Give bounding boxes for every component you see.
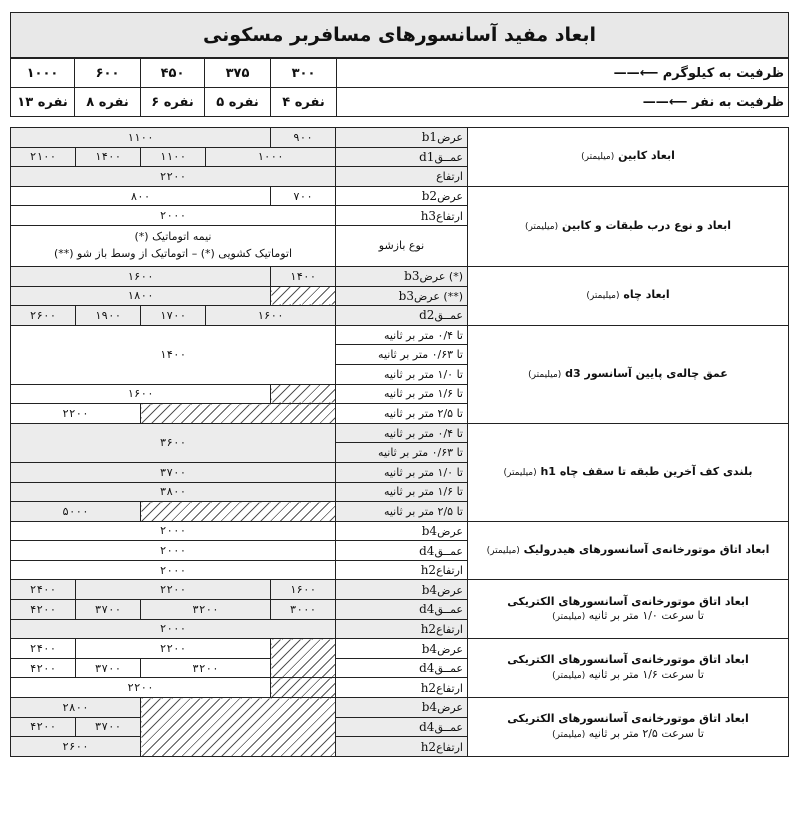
head-row-1 <box>11 423 789 443</box>
persons-13: ۱۳ نفره <box>11 88 75 117</box>
e1-depth-3000: ۳۰۰۰ <box>271 600 336 620</box>
hyd-width-value: ۲۰۰۰ <box>11 521 336 541</box>
hatched-cell <box>271 286 336 306</box>
cabin-depth-2100: ۲۱۰۰ <box>11 147 76 167</box>
e1-section-title: ابعاد اتاق موتورخانه‌ی آسانسورهای الکتریکی تا سرعت ۱/۰ متر بر ثانیه (میلیمتر) <box>468 580 789 639</box>
e2-height-label: ارتفاعh2 <box>336 678 468 698</box>
persons-8: ۸ نفره <box>75 88 141 117</box>
e1-width-row <box>11 580 789 600</box>
e1-width-2200: ۲۲۰۰ <box>76 580 271 600</box>
e2-width-2200: ۲۲۰۰ <box>76 639 271 659</box>
arrow-left-icon: ⟵—— <box>613 65 659 81</box>
kg-600: ۶۰۰ <box>75 59 141 88</box>
e3-depth-3700: ۳۷۰۰ <box>76 717 141 737</box>
pit-section-title: عمق چاله‌ی پایین آسانسور d3 (میلیمتر) <box>468 325 789 423</box>
head-section-title: بلندی کف آخرین طبقه تا سقف چاه h1 (میلیمتر) <box>468 423 789 521</box>
pit-value-2200: ۲۲۰۰ <box>11 404 141 424</box>
cabin-section-title: ابعاد کابین (میلیمتر) <box>468 128 789 187</box>
head-speed-3: تا ۱/۰ متر بر ثانیه <box>336 462 468 482</box>
hyd-depth-label: عمــقd4 <box>336 541 468 561</box>
persons-5: ۵ نفره <box>205 88 271 117</box>
e2-section-title: ابعاد اتاق موتورخانه‌ی آسانسورهای الکتریکی تا سرعت ۱/۶ متر بر ثانیه (میلیمتر) <box>468 639 789 698</box>
cabin-height-value: ۲۲۰۰ <box>11 167 336 187</box>
pit-speed-2: تا ۰/۶۳ متر بر ثانیه <box>336 345 468 365</box>
pit-value-1400: ۱۴۰۰ <box>11 325 336 384</box>
e3-height-label: ارتفاعh2 <box>336 737 468 757</box>
shaft-depth-1600: ۱۶۰۰ <box>206 306 336 326</box>
cabin-width-row <box>11 128 789 148</box>
door-height-value: ۲۰۰۰ <box>11 206 336 226</box>
cabin-depth-label: عمــقd1 <box>336 147 468 167</box>
door-width-800: ۸۰۰ <box>11 186 271 206</box>
e1-height-label: ارتفاعh2 <box>336 619 468 639</box>
shaft-depth-label: عمــقd2 <box>336 306 468 326</box>
door-type-note: نیمه اتوماتیک (*) اتوماتیک کشویی (*) – اتوماتیک از وسط باز شو (**) <box>11 225 336 266</box>
e2-depth-4200: ۴۲۰۰ <box>11 658 76 678</box>
door-width-label: عرضb2 <box>336 186 468 206</box>
hyd-width-row <box>11 521 789 541</box>
shaft-width1-label: (*) عرضb3 <box>336 266 468 286</box>
hatched-cell <box>271 639 336 678</box>
e2-height-value: ۲۲۰۰ <box>11 678 271 698</box>
e1-width-2400: ۲۴۰۰ <box>11 580 76 600</box>
shaft-width-1600: ۱۶۰۰ <box>11 266 271 286</box>
kg-1000: ۱۰۰۰ <box>11 59 75 88</box>
person-label: ظرفیت به نفر ⟵—— <box>337 88 789 117</box>
e2-depth-3700: ۳۷۰۰ <box>76 658 141 678</box>
e1-depth-3700: ۳۷۰۰ <box>76 600 141 620</box>
shaft-depth-1900: ۱۹۰۰ <box>76 306 141 326</box>
e1-width-label: عرضb4 <box>336 580 468 600</box>
shaft-width2-label: (**) عرضb3 <box>336 286 468 306</box>
head-value-3600: ۳۶۰۰ <box>11 423 336 462</box>
hatched-cell <box>141 502 336 522</box>
e1-depth-label: عمــقd4 <box>336 600 468 620</box>
e2-depth-3200: ۳۲۰۰ <box>141 658 271 678</box>
e1-height-value: ۲۰۰۰ <box>11 619 336 639</box>
cabin-depth-1400: ۱۴۰۰ <box>76 147 141 167</box>
shaft-section-title: ابعاد چاه (میلیمتر) <box>468 266 789 325</box>
pit-speed-4: تا ۱/۶ متر بر ثانیه <box>336 384 468 404</box>
e3-depth-label: عمــقd4 <box>336 717 468 737</box>
kg-450: ۴۵۰ <box>141 59 205 88</box>
cabin-height-label: ارتفاع <box>336 167 468 187</box>
pit-value-1600: ۱۶۰۰ <box>11 384 271 404</box>
head-speed-5: تا ۲/۵ متر بر ثانیه <box>336 502 468 522</box>
head-value-5000: ۵۰۰۰ <box>11 502 141 522</box>
e3-section-title: ابعاد اتاق موتورخانه‌ی آسانسورهای الکتریکی تا سرعت ۲/۵ متر بر ثانیه (میلیمتر) <box>468 698 789 757</box>
hyd-section-title: ابعاد اتاق موتورخانه‌ی آسانسورهای هیدرولیک (میلیمتر) <box>468 521 789 580</box>
e3-depth-4200: ۴۲۰۰ <box>11 717 76 737</box>
pit-row-1 <box>11 325 789 345</box>
e1-width-1600: ۱۶۰۰ <box>271 580 336 600</box>
capacity-table <box>10 58 789 117</box>
arrow-left-icon: ⟵—— <box>642 94 688 110</box>
door-width-700: ۷۰۰ <box>271 186 336 206</box>
capacity-person-row <box>11 88 789 117</box>
door-type-label: نوع بازشو <box>336 225 468 266</box>
page-title: ابعاد مفید آسانسورهای مسافربر مسکونی <box>10 12 789 58</box>
cabin-depth-1100: ۱۱۰۰ <box>141 147 206 167</box>
pit-speed-1: تا ۰/۴ متر بر ثانیه <box>336 325 468 345</box>
door-height-label: ارتفاعh3 <box>336 206 468 226</box>
head-value-3800: ۳۸۰۰ <box>11 482 336 502</box>
hyd-height-label: ارتفاعh2 <box>336 560 468 580</box>
kg-375: ۳۷۵ <box>205 59 271 88</box>
head-speed-4: تا ۱/۶ متر بر ثانیه <box>336 482 468 502</box>
persons-6: ۶ نفره <box>141 88 205 117</box>
capacity-kg-row <box>11 59 789 88</box>
pit-speed-3: تا ۱/۰ متر بر ثانیه <box>336 364 468 384</box>
kg-300: ۳۰۰ <box>271 59 337 88</box>
e2-depth-label: عمــقd4 <box>336 658 468 678</box>
e1-depth-4200: ۴۲۰۰ <box>11 600 76 620</box>
e1-depth-3200: ۳۲۰۰ <box>141 600 271 620</box>
cabin-width-label: عرضb1 <box>336 128 468 148</box>
hatched-cell <box>271 384 336 404</box>
dimensions-table <box>10 127 789 757</box>
e3-width-2800: ۲۸۰۰ <box>11 698 141 718</box>
shaft-width-1800: ۱۸۰۰ <box>11 286 271 306</box>
pit-speed-5: تا ۲/۵ متر بر ثانیه <box>336 404 468 424</box>
hyd-height-value: ۲۰۰۰ <box>11 560 336 580</box>
e3-width-label: عرضb4 <box>336 698 468 718</box>
shaft-depth-1700: ۱۷۰۰ <box>141 306 206 326</box>
e2-width-label: عرضb4 <box>336 639 468 659</box>
hatched-cell <box>141 698 336 757</box>
hatched-cell <box>141 404 336 424</box>
hatched-cell <box>271 678 336 698</box>
e3-width-row <box>11 698 789 718</box>
door-section-title: ابعاد و نوع درب طبقات و کابین (میلیمتر) <box>468 186 789 266</box>
hyd-width-label: عرضb4 <box>336 521 468 541</box>
e2-width-2400: ۲۴۰۰ <box>11 639 76 659</box>
kg-label: ظرفیت به کیلوگرم ⟵—— <box>337 59 789 88</box>
head-speed-1: تا ۰/۴ متر بر ثانیه <box>336 423 468 443</box>
e2-width-row <box>11 639 789 659</box>
door-width-row <box>11 186 789 206</box>
shaft-width-1400: ۱۴۰۰ <box>271 266 336 286</box>
head-speed-2: تا ۰/۶۳ متر بر ثانیه <box>336 443 468 463</box>
cabin-width-900: ۹۰۰ <box>271 128 336 148</box>
shaft-depth-2600: ۲۶۰۰ <box>11 306 76 326</box>
head-value-3700: ۳۷۰۰ <box>11 462 336 482</box>
cabin-width-1100: ۱۱۰۰ <box>11 128 271 148</box>
persons-4: ۴ نفره <box>271 88 337 117</box>
cabin-depth-1000: ۱۰۰۰ <box>206 147 336 167</box>
hyd-depth-value: ۲۰۰۰ <box>11 541 336 561</box>
e3-height-value: ۲۶۰۰ <box>11 737 141 757</box>
shaft-width1-row <box>11 266 789 286</box>
